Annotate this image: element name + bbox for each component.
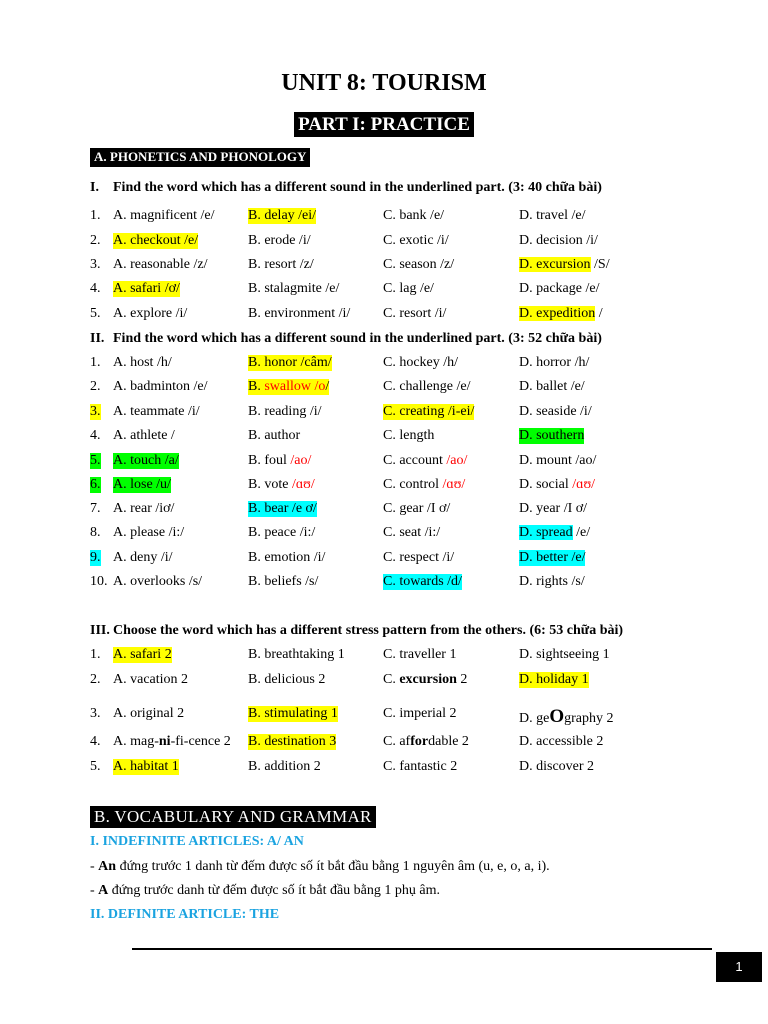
footer-divider [132,948,712,950]
question-number: 5. [90,306,101,321]
option-d: D. seaside /i/ [519,404,592,419]
option-a: A. rear /iơ/ [113,501,175,516]
option-a: A. please /i:/ [113,525,185,540]
option-a: A. explore /i/ [113,306,188,321]
option-c: C. length [383,428,435,443]
option-d: D. decision /i/ [519,233,598,248]
option-b [248,477,315,493]
question-row [90,355,710,375]
stressed-syllable: O [549,706,565,727]
option-a: A. checkout /e/ [113,233,199,248]
option-c: C. traveller 1 [383,647,457,662]
paragraph-a [90,883,440,899]
stressed-syllable: ni [158,734,171,749]
exercise-2-heading [90,331,602,347]
question-row [90,306,710,326]
question-row [90,477,710,497]
question-number: 2. [90,379,101,394]
option-b: B. stalagmite /e/ [248,281,340,296]
phonetic-red: /ɑʊ/ [572,477,596,492]
question-row [90,379,710,399]
option-a: A. safari /ơ/ [113,281,180,296]
option-d: D. rights /s/ [519,574,585,589]
option-d: D. southern [519,428,585,443]
option-b: B. erode /i/ [248,233,311,248]
question-number: 8. [90,525,101,540]
question-number: 1. [90,208,101,223]
option-d: D. mount /ao/ [519,453,597,468]
option-d [519,525,590,541]
option-a [113,734,231,750]
option-part: dable 2 [428,734,469,749]
question-number: 4. [90,428,101,443]
question-number: 1. [90,647,101,662]
option-c [383,672,467,688]
dash: - [90,859,99,874]
option-d: D. package /e/ [519,281,600,296]
answer-highlight: D. excursion [519,257,591,272]
question-row [90,647,710,667]
question-number: 3. [90,257,101,272]
part-label: PART I: PRACTICE [294,112,474,137]
option-b: B. resort /z/ [248,257,314,272]
exercise-instruction: Choose the word which has a different stress pattern from the others. (6: 53 chữa bài) [113,623,624,638]
phonetic: / [595,306,603,321]
definite-article-heading: II. DEFINITE ARTICLE: THE [90,907,280,922]
option-a: A. athlete / [113,428,175,443]
question-row [90,257,710,277]
option-part: -fi-cence 2 [170,734,231,749]
question-row [90,208,710,228]
question-number: 3. [90,706,101,721]
page-title: UNIT 8: TOURISM [281,70,487,96]
question-row [90,706,710,726]
option-c: C. challenge /e/ [383,379,471,394]
option-suffix: graphy 2 [564,711,614,726]
question-number: 1. [90,355,101,370]
option-d [519,306,603,322]
option-a: A. magnificent /e/ [113,208,215,223]
answer-highlight: D. spread [519,525,573,540]
question-row [90,501,710,521]
question-row [90,428,710,448]
option-c: C. bank /e/ [383,208,445,223]
option-c: C. towards /d/ [383,574,462,589]
exercise-number: I. [90,180,99,195]
phonetic-red: /ao/ [446,453,468,468]
option-b: B. beliefs /s/ [248,574,319,589]
question-number: 5. [90,453,101,468]
question-number: 4. [90,734,101,749]
option-d: D. sightseeing 1 [519,647,610,662]
option-letter: C. [383,672,400,687]
option-a: A. host /h/ [113,355,172,370]
option-part: A. mag- [113,734,159,749]
stressed-syllable: for [410,734,429,749]
section-a-heading: A. PHONETICS AND PHONOLOGY [90,148,310,167]
option-a: A. habitat 1 [113,759,179,774]
option-b: B. destination 3 [248,734,337,749]
option-c: C. resort /i/ [383,306,447,321]
stress-number: 2 [456,672,468,687]
question-number: 6. [90,477,101,492]
option-word-bold: excursion [399,672,457,687]
option-prefix: D. ge [519,711,550,726]
option-d [519,257,610,273]
answer-red: swallow /o [264,379,326,394]
question-number: 4. [90,281,101,296]
option-a: A. overlooks /s/ [113,574,203,589]
option-b [248,453,311,469]
option-c: C. imperial 2 [383,706,457,721]
exercise-number: II. [90,331,105,346]
option-a: A. vacation 2 [113,672,189,687]
paragraph-text: đứng trước danh từ đếm được số ít bắt đầu bằng 1 phụ âm. [108,883,441,898]
answer-highlight: D. expedition [519,306,596,321]
option-a: A. deny /i/ [113,550,173,565]
option-b: B. emotion /i/ [248,550,326,565]
option-word: C. control [383,477,443,492]
question-row [90,525,710,545]
option-c: C. hockey /h/ [383,355,459,370]
phonetic-red: /ɑʊ/ [291,477,315,492]
question-row [90,574,710,594]
option-word: D. social [519,477,573,492]
phonetic: /S/ [590,257,610,272]
section-b-heading: B. VOCABULARY AND GRAMMAR [90,806,376,828]
option-d: D. holiday 1 [519,672,589,687]
option-c: C. exotic /i/ [383,233,449,248]
option-d [519,477,595,493]
option-c [383,477,465,493]
option-word: B. foul [248,453,291,468]
option-b: B. addition 2 [248,759,321,774]
option-b: B. peace /i:/ [248,525,316,540]
paragraph-an [90,859,550,875]
question-row [90,759,710,779]
option-a: A. original 2 [113,706,185,721]
question-row [90,281,710,301]
dash: - [90,883,99,898]
option-b: B. delay /ei/ [248,208,317,223]
option-a: A. lose /u/ [113,477,171,492]
option-d [519,706,614,728]
option-letter: B. [248,379,265,394]
question-row [90,550,710,570]
option-d: D. year /I ơ/ [519,501,588,516]
option-d: D. horror /h/ [519,355,590,370]
phonetic-red: /ɑʊ/ [442,477,466,492]
question-number: 9. [90,550,101,565]
option-b: B. stimulating 1 [248,706,338,721]
paragraph-text: đứng trước 1 danh từ đếm được số ít bắt đầu bằng 1 nguyên âm (u, e, o, a, i). [116,859,550,874]
question-number: 10. [90,574,108,589]
exercise-instruction: Find the word which has a different sound in the underlined part. (3: 40 chữa bài) [113,180,602,195]
part-heading [0,112,768,137]
option-c: C. lag /e/ [383,281,434,296]
question-number: 5. [90,759,101,774]
option-word: B. vote [248,477,292,492]
question-row [90,734,710,754]
option-c: C. respect /i/ [383,550,455,565]
question-number: 7. [90,501,101,516]
exercise-3-heading [90,623,623,639]
option-b: B. honor /câm/ [248,355,332,370]
question-number: 3. [90,404,101,419]
option-d: D. travel /e/ [519,208,586,223]
option-d: D. accessible 2 [519,734,604,749]
option-c: C. creating /i-ei/ [383,404,475,419]
question-number: 2. [90,672,101,687]
option-a: A. reasonable /z/ [113,257,208,272]
option-b: B. breathtaking 1 [248,647,345,662]
question-row [90,672,710,692]
article-an: An [98,859,117,874]
option-b: B. delicious 2 [248,672,326,687]
option-c: C. fantastic 2 [383,759,458,774]
exercise-1-heading [90,180,602,196]
option-c [383,453,467,469]
indefinite-articles-heading: I. INDEFINITE ARTICLES: A/ AN [90,834,304,849]
question-row [90,453,710,473]
phonetic: / [325,379,330,394]
option-a: A. teammate /i/ [113,404,200,419]
option-c [383,734,469,750]
option-word: C. account [383,453,447,468]
option-d: D. better /e/ [519,550,586,565]
option-part: C. af [383,734,411,749]
exercise-instruction: Find the word which has a different sound in the underlined part. (3: 52 chữa bài) [113,331,602,346]
question-row [90,233,710,253]
option-c: C. seat /i:/ [383,525,441,540]
option-b: B. environment /i/ [248,306,351,321]
page-number: 1 [716,952,762,982]
option-a: A. badminton /e/ [113,379,208,394]
exercise-number: III. [90,623,110,638]
question-row [90,404,710,424]
phonetic-red: /ao/ [290,453,312,468]
option-b: B. bear /e ơ/ [248,501,317,516]
article-a: A [98,883,109,898]
question-number: 2. [90,233,101,248]
option-b: B. author [248,428,301,443]
option-b [248,379,329,395]
option-c: C. season /z/ [383,257,455,272]
option-a: A. safari 2 [113,647,172,662]
option-a: A. touch /a/ [113,453,179,468]
option-d: D. discover 2 [519,759,595,774]
phonetic: /e/ [572,525,591,540]
option-b: B. reading /i/ [248,404,322,419]
option-d: D. ballet /e/ [519,379,585,394]
option-c: C. gear /I ơ/ [383,501,451,516]
